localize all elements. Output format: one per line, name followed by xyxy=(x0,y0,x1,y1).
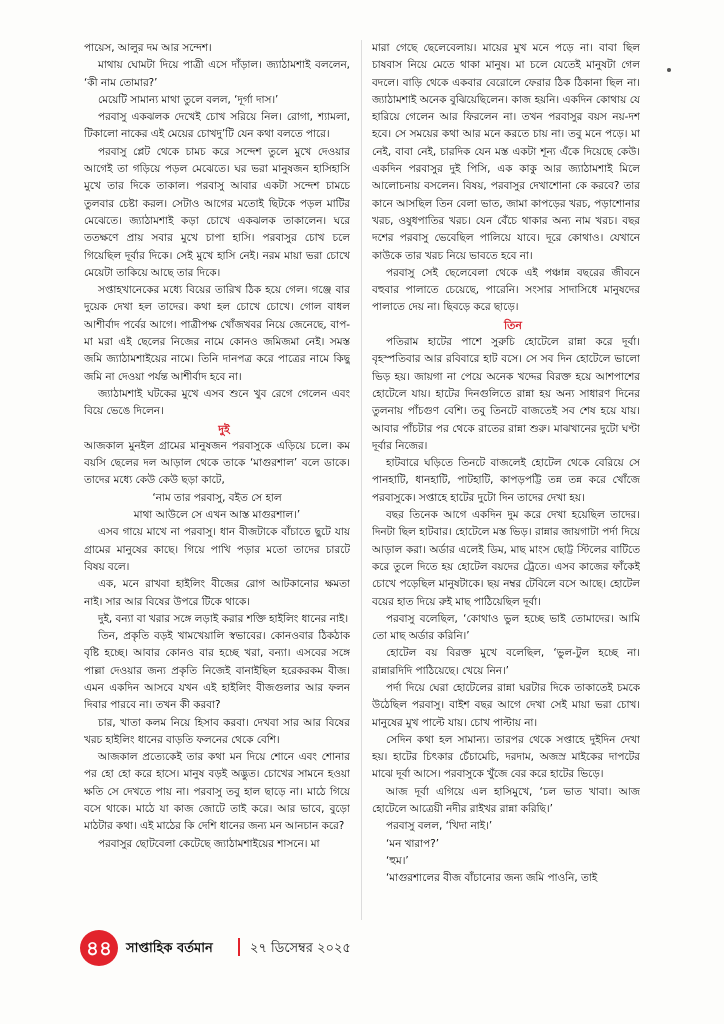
paragraph: পর্দা দিয়ে ঘেরা হোটেলের রান্না ঘরটার দিকে তাকাতেই চমকে উঠেছিল পরবাসু। বাইশ বছর আগে দেখা সেই মায়া ভরা চোখ। মানুষের মুখ পাল্টে যায়। চোখ পাল্টায় না। xyxy=(372,681,640,729)
paragraph: পতিরাম হাটের পাশে সুরুচি হোটেলে রান্না করে দূর্বা। বৃহস্পতিবার আর রবিবারে হাট বসে। সে সব দিন হোটেলে ভালো ভিড় হয়। জায়গা না পেয়ে অনেক খদ্দের বিরক্ত হয়ে আশপাশের হোটেলে যায়। হাটের দিনগুলিতে রান্না হয় অন্য সাধারণ দিনের তুলনায় পাঁচগুণ বেশি। তবু তিনটে বাজতেই সব শেষ হয়ে যায়। আবার পাঁচটার পর থেকে রাতের রান্না শুরু। মাঝখানের দুটো ঘণ্টা দূর্বার নিজের। xyxy=(372,336,640,452)
paragraph: সপ্তাহখানেকের মধ্যে বিয়ের তারিখ ঠিক হয়ে গেল। গঞ্জে বার দুয়েক দেখা হল তাদের। কথা হল চোখে চোখে। গোল বাধল আশীর্বাদ পর্বের আগে। পাত্রীপক্ষ খোঁজখবর নিয়ে জেনেছে, বাপ-মা মরা এই ছেলের নিজের নামে কোনও জমিজমা নেই। সমস্ত জমি জ্যাঠামশাইয়ের নামে। তিনি দানপত্র করে পাত্রের নামে কিছু জমি না দেওয়া পর্যন্ত আশীর্বাদ হবে না। xyxy=(84,284,350,383)
left-column xyxy=(84,40,350,925)
page-footer xyxy=(80,930,640,966)
paragraph: পরবাসু প্লেট থেকে চামচ করে সন্দেশ তুলে মুখে দেওয়ার আগেই তা গড়িয়ে পড়ল মেঝেতে। ঘর ভরা মানুষজন হাসিহাসি মুখে তার দিকে তাকাল। পরবাসু আবার একটা সন্দেশ চামচে তুলবার চেষ্টা করল। সেটাও আগের মতোই ছিটকে পড়ল মাটির মেঝেতে। জ্যাঠামশাই কড়া চোখে একঝলক তাকালেন। ঘরে ততক্ষণে প্রায় সবার মুখে চাপা হাসি। পরবাসুর চোখ চলে গিয়েছিল দূর্বার দিকে। সেই মুখে হাসি নেই। নরম মায়া ভরা চোখে মেয়েটা তাকিয়ে আছে তার দিকে। xyxy=(84,145,350,279)
paragraph: আজকাল মুনইল গ্রামের মানুষজন পরবাসুকে এড়িয়ে চলে। কম বয়সি ছেলের দল আড়াল থেকে তাকে ‘মাগুরশাল’ বলে ডাকে। তাদের মধ্যে কেউ কেউ ছড়া কাটে, xyxy=(84,439,350,487)
paragraph: জ্যাঠামশাই ঘটকের মুখে এসব শুনে খুব রেগে গেলেন এবং বিয়ে ভেঙে দিলেন। xyxy=(84,387,350,418)
column-divider xyxy=(361,40,362,920)
paragraph: পায়েস, আলুর দম আর সন্দেশ। xyxy=(84,42,212,54)
right-column xyxy=(372,40,640,920)
right-paragraphs-before xyxy=(372,40,640,317)
paragraph: আজ দূর্বা এগিয়ে এল হাসিমুখে, ‘চল ভাত খাবা। আজ হোটেলে আত্রেয়ী নদীর রাইখর রান্না করিছি।’ xyxy=(372,785,640,816)
left-paragraphs-after xyxy=(84,438,350,853)
paragraph: ‘মন খারাপ?’ xyxy=(386,837,440,850)
paragraph: মেয়েটি সামান্য মাথা তুলে বলল, ‘দূর্গা দাস।’ xyxy=(98,93,279,106)
paragraph: চার, খাতা কলম নিয়ে হিসাব করবা। দেখবা সার আর বিষের খরচ হাইলিং ধানের বাড়তি ফলনের থেকে বেশি। xyxy=(84,716,350,746)
left-paragraphs-before xyxy=(84,40,350,421)
footer-separator xyxy=(238,938,240,956)
paragraph: ‘হুম।’ xyxy=(386,854,409,867)
paragraph: মাথায় ঘোমটা দিয়ে পাত্রী এসে দাঁড়াল। জ্যাঠামশাই বললেন, ‘কী নাম তোমার?’ xyxy=(84,59,350,89)
decorative-dot xyxy=(667,68,671,72)
paragraph: পরবাসুর ছোটবেলা কেটেছে জ্যাঠামশাইয়ের শাসনে। মা xyxy=(98,837,320,850)
right-paragraphs-after xyxy=(372,334,640,888)
paragraph: ‘মাগুরশালের বীজ বাঁচানোর জন্য জমি পাওনি, তাই xyxy=(386,872,598,885)
paragraph: হাটবারে ঘড়িতে তিনটে বাজলেই হোটেল থেকে বেরিয়ে সে পানহাটি, ধানহাটি, পাটহাটি, কাপড়পট্টি তন্ন তন্ন করে খোঁজে পরবাসুকে। সপ্তাহে হাটের দুটো দিন তাদের দেখা হয়। xyxy=(372,457,640,504)
paragraph: সেদিন কথা হল সামান্য। তারপর থেকে সপ্তাহে দুইদিন দেখা হয়। হাটের চিৎকার চেঁচামেচি, দরদাম, অজস্র মাইকের দাপটের মাঝে দূর্বা আসে। পরবাসুকে খুঁজে বের করে হাটের ভিড়ে। xyxy=(372,733,640,781)
page-number-badge: ৪৪ xyxy=(80,930,118,966)
paragraph: এসব গায়ে মাখে না পরবাসু। ধান বীজটাকে বাঁচাতে ছুটে যায় গ্রামের মানুষের কাছে। গিয়ে পাখি পড়ার মতো তাদের চারটে বিষয় বলে। xyxy=(84,526,350,573)
paragraph: আজকাল প্রত্যেকেই তার কথা মন দিয়ে শোনে এবং শোনার পর হো হো করে হাসে। মানুষ বড়ই অদ্ভুত। চোখের সামনে হওয়া ক্ষতি সে দেখতে পায় না। পরবাসু তবু হাল ছাড়ে না। মাঠে গিয়ে বসে থাকে। মাঠে যা কাজ জোটে তাই করে। আর ভাবে, বুড়ো মাঠটার কথা। এই মাঠের কি দেশি ধানের জন্য মন আনচান করে? xyxy=(84,751,350,833)
paragraph: পরবাসু বলল, ‘খিদা নাই।’ xyxy=(386,820,493,833)
paragraph: তিন, প্রকৃতি বড়ই খামখেয়ালি স্বভাবের। কোনওবার ঠিকঠাক বৃষ্টি হচ্ছে। আবার কোনও বার হচ্ছে খরা, বন্যা। এসবের সঙ্গে পাল্লা দেওয়ার জন্য প্রকৃতি নিজেই বানাইছিল হরেকরকম বীজ। এমন একদিন আসবে যখন এই হাইলিং বীজগুলার আর ফলন দিবার পারবে না। তখন কী করবা? xyxy=(84,630,350,712)
paragraph: এক, মনে রাখবা হাইলিং বীজের রোগ আটকানোর ক্ষমতা নাই। সার আর বিষের উপরে টিকে থাকে। xyxy=(84,578,350,608)
paragraph: মারা গেছে ছেলেবেলায়। মায়ের মুখ মনে পড়ে না। বাবা ছিল চাষবাস নিয়ে মেতে থাকা মানুষ। মা চলে যেতেই মানুষটা গেল বদলে। বাড়ি থেকে একবার বেরোলে ফেরার ঠিক ঠিকানা ছিল না। জ্যাঠামশাই অনেক বুঝিয়েছিলেন। কাজ হয়নি। একদিন কোথায় যে হারিয়ে গেলেন আর ফিরলেন না। তখন পরবাসুর বয়স নয়-দশ হবে। সে সময়ের কথা আর মনে করতে চায় না। তবু মনে পড়ে। মা নেই, বাবা নেই, চারদিক যেন মস্ত একটা শূন্য এঁকে দিয়েছে কেউ। একদিন পরবাসুর দুই পিসি, এক কাকু আর জ্যাঠামশাই মিলে আলোচনায় বসলেন। বিষয়, পরবাসুর দেখাশোনা কে করবে? তার কানে আসছিল তিন বেলা ভাত, জামা কাপড়ের খরচ, পড়াশোনার খরচ, ওষুধপাতির খরচ। যেন বেঁচে থাকার অন্য নাম খরচ। বছর দশের পরবাসু ভেবেছিল পালিয়ে যাবে। দূরে কোথাও। যেখানে কাউকে তার খরচ নিয়ে ভাবতে হবে না। xyxy=(372,42,640,262)
paragraph: পরবাসু একঝলক দেখেই চোখ সরিয়ে নিল। রোগা, শ্যামলা, টিকালো নাকের এই মেয়ের চোখদু’টি যেন কথা বলতে পারে। xyxy=(84,111,350,141)
paragraph: পরবাসু বলেছিল, ‘কোথাও ভুল হচ্ছে ভাই তোমাদের। আমি তো মাছ অর্ডার করিনি।’ xyxy=(372,612,640,643)
magazine-name: সাপ্তাহিক বর্তমান xyxy=(126,941,213,956)
issue-date: ২৭ ডিসেম্বর ২০২৫ xyxy=(250,941,351,956)
paragraph: দুই, বন্যা বা খরার সঙ্গে লড়াই করার শক্তি হাইলিং ধানের নাই। xyxy=(98,612,349,625)
paragraph: বছর তিনেক আগে একদিন দুম করে দেখা হয়েছিল তাদের। দিনটা ছিল হাটবার। হোটেলে মস্ত ভিড়। রান্নার জায়গাটা পর্দা দিয়ে আড়াল করা। অর্ডার এলেই ডিম, মাছ মাংস ছোট্ট স্টিলের বাটিতে করে তুলে দিতে হয় হোটেল বয়দের ট্রেতে। এসব কাজের ফাঁকেই চোখে পড়েছিল মানুষটাকে। ছয় নম্বর টেবিলে বসে আছে। হোটেল বয়ের হাত দিয়ে রুই মাছ পাঠিয়েছিল দূর্বা। xyxy=(372,509,640,608)
section-heading-three: তিন xyxy=(504,318,522,332)
paragraph: পরবাসু সেই ছেলেবেলা থেকে এই পঞ্চান্ন বছরের জীবনে বহুবার পালাতে চেয়েছে, পারেনি। সংসার সাদাসিধে মানুষদের পালাতে দেয় না। ছিবড়ে করে ছাড়ে। xyxy=(372,266,640,314)
paragraph: ‘নাম তার পরবাসু, বইত সে হাল xyxy=(152,491,282,504)
section-heading-two: দুই xyxy=(218,422,230,436)
paragraph: হোটেল বয় বিরক্ত মুখে বলেছিল, ‘ভুল-টুল হচ্ছে না। রান্নারদিদি পাঠিয়েছে। খেয়ে নিন।’ xyxy=(372,647,640,677)
paragraph: মাথা আউলে সে এখন আস্ত মাগুরশাল।’ xyxy=(133,509,301,522)
